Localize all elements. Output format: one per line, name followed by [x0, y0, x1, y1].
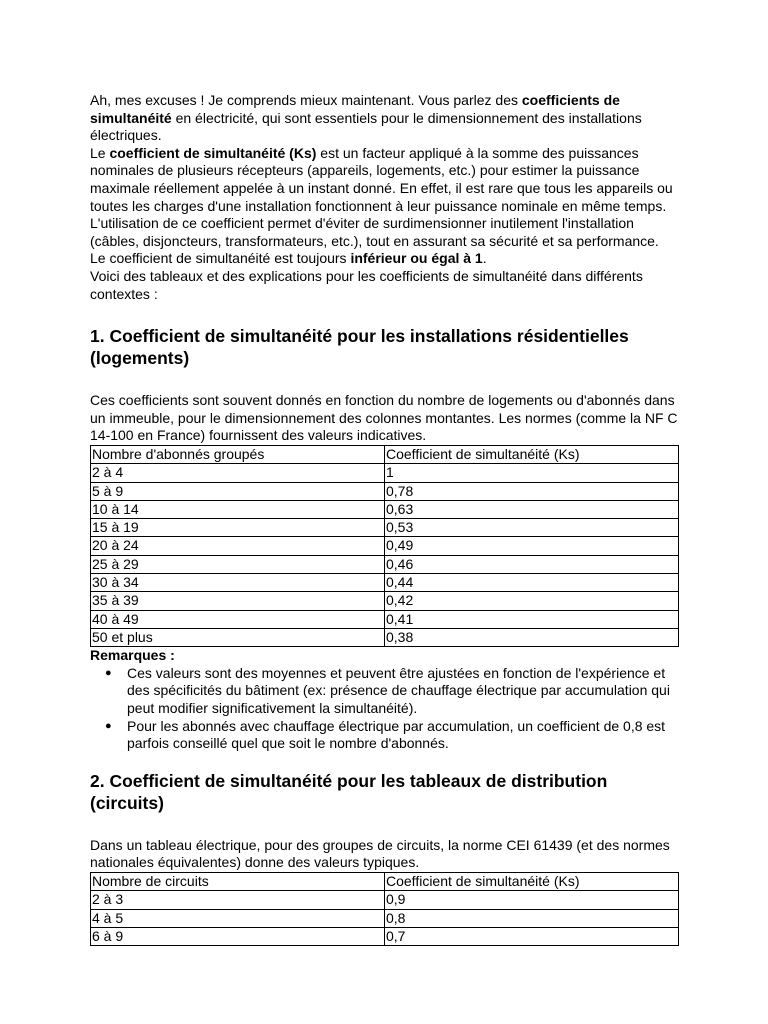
bullet-icon: ●: [105, 666, 112, 679]
table-cell: 1: [385, 464, 679, 482]
document-page: [90, 92, 680, 946]
remarks-list: [90, 665, 680, 753]
table-row: [91, 610, 679, 628]
table-cell: 0,9: [385, 891, 679, 909]
table-header-row: [91, 872, 679, 890]
section-2-heading: 2. Coefficient de simultanéité pour les tableaux de distribution (circuits): [90, 770, 608, 813]
remarks-title: Remarques :: [90, 647, 175, 664]
table-cell: 20 à 24: [91, 537, 385, 555]
table-row: [91, 464, 679, 482]
table-cell: 6 à 9: [91, 927, 385, 945]
list-item: [105, 717, 680, 753]
table-cell: 4 à 5: [91, 909, 385, 927]
table-cell: 10 à 14: [91, 500, 385, 518]
list-item-text: Ces valeurs sont des moyennes et peuvent être ajustées en fonction de l'expérience et des spécificités du bâtiment (ex: présence de chauffage électrique par accumulation qui peut modifier significativement la simultanéité).: [127, 664, 670, 716]
text-span: Le: [90, 144, 110, 161]
residential-coefficients-table: [90, 445, 679, 647]
text-span: en électricité, qui sont essentiels pour le dimensionnement des installations électriques.: [90, 109, 642, 144]
list-item: [105, 664, 680, 718]
table-row: [91, 628, 679, 646]
intro-paragraph-3: L'utilisation de ce coefficient permet d'éviter de surdimensionner inutilement l'installation (câbles, disjoncteurs, transformateurs, etc.), tout en assurant sa sécurité et sa performance.: [90, 215, 659, 249]
intro-paragraph-1: [90, 92, 680, 145]
table-cell: 2 à 4: [91, 464, 385, 482]
table-row: [91, 555, 679, 573]
table-cell: 0,41: [385, 610, 679, 628]
table-row: [91, 573, 679, 591]
table-row: [91, 500, 679, 518]
table-header-cell: Nombre de circuits: [91, 872, 385, 890]
section-2-text: Dans un tableau électrique, pour des groupes de circuits, la norme CEI 61439 (et des normes nationales équivalentes) donne des valeurs typiques.: [90, 836, 670, 871]
table-header-row: [91, 445, 679, 463]
text-span: est un facteur appliqué à la somme des puissances nominales de plusieurs récepteurs (appareils, logements, etc.) pour estimer la puissance maximale réellement appelée à un instant donné. En effet, il est rare que tous les appareils ou toutes les charges d'une installation fonctionnent à leur puissance nominale en même temps.: [90, 144, 673, 214]
table-cell: 50 et plus: [91, 628, 385, 646]
bold-term: coefficient de simultanéité (Ks): [109, 144, 317, 161]
table-row: [91, 482, 679, 500]
bold-term: coefficients de simultanéité: [90, 92, 620, 126]
table-row: [91, 927, 679, 945]
list-item-text: Pour les abonnés avec chauffage électrique par accumulation, un coefficient de 0,8 est parfois conseillé quel que soit le nombre d'abonnés.: [127, 717, 666, 752]
table-row: [91, 519, 679, 537]
table-cell: 0,53: [385, 519, 679, 537]
table-cell: 35 à 39: [91, 592, 385, 610]
circuits-coefficients-table: [90, 872, 679, 946]
bold-term: inférieur ou égal à 1: [350, 250, 483, 267]
table-cell: 0,38: [385, 628, 679, 646]
intro-paragraph-5: Voici des tableaux et des explications pour les coefficients de simultanéité dans différents contextes :: [90, 267, 643, 302]
table-row: [91, 537, 679, 555]
table-header-cell: Coefficient de simultanéité (Ks): [385, 445, 679, 463]
table-cell: 0,78: [385, 482, 679, 500]
table-cell: 2 à 3: [91, 891, 385, 909]
text-span: Le coefficient de simultanéité est toujours: [90, 250, 351, 267]
text-span: Ah, mes excuses ! Je comprends mieux maintenant. Vous parlez des: [90, 92, 522, 108]
table-cell: 0,7: [385, 927, 679, 945]
intro-paragraph-2: [90, 145, 680, 215]
table-cell: 0,49: [385, 537, 679, 555]
table-cell: 15 à 19: [91, 519, 385, 537]
table-row: [91, 891, 679, 909]
table-cell: 0,46: [385, 555, 679, 573]
table-cell: 0,8: [385, 909, 679, 927]
section-1-heading: 1. Coefficient de simultanéité pour les installations résidentielles (logements): [90, 326, 629, 369]
table-row: [91, 592, 679, 610]
section-1-text: Ces coefficients sont souvent donnés en fonction du nombre de logements ou d'abonnés dans un immeuble, pour le dimensionnement des colonnes montantes. Les normes (comme la NF C 14-100 en France) fournissent des valeurs indicatives.: [90, 392, 678, 444]
table-cell: 0,63: [385, 500, 679, 518]
table-header-cell: Nombre d'abonnés groupés: [91, 445, 385, 463]
bullet-icon: ●: [105, 719, 112, 732]
table-cell: 40 à 49: [91, 610, 385, 628]
table-cell: 0,42: [385, 592, 679, 610]
table-header-cell: Coefficient de simultanéité (Ks): [385, 872, 679, 890]
text-span: .: [482, 250, 487, 267]
table-row: [91, 909, 679, 927]
table-cell: 0,44: [385, 573, 679, 591]
table-cell: 30 à 34: [91, 573, 385, 591]
table-cell: 25 à 29: [91, 555, 385, 573]
table-cell: 5 à 9: [91, 482, 385, 500]
intro-paragraph-4: [90, 250, 680, 268]
